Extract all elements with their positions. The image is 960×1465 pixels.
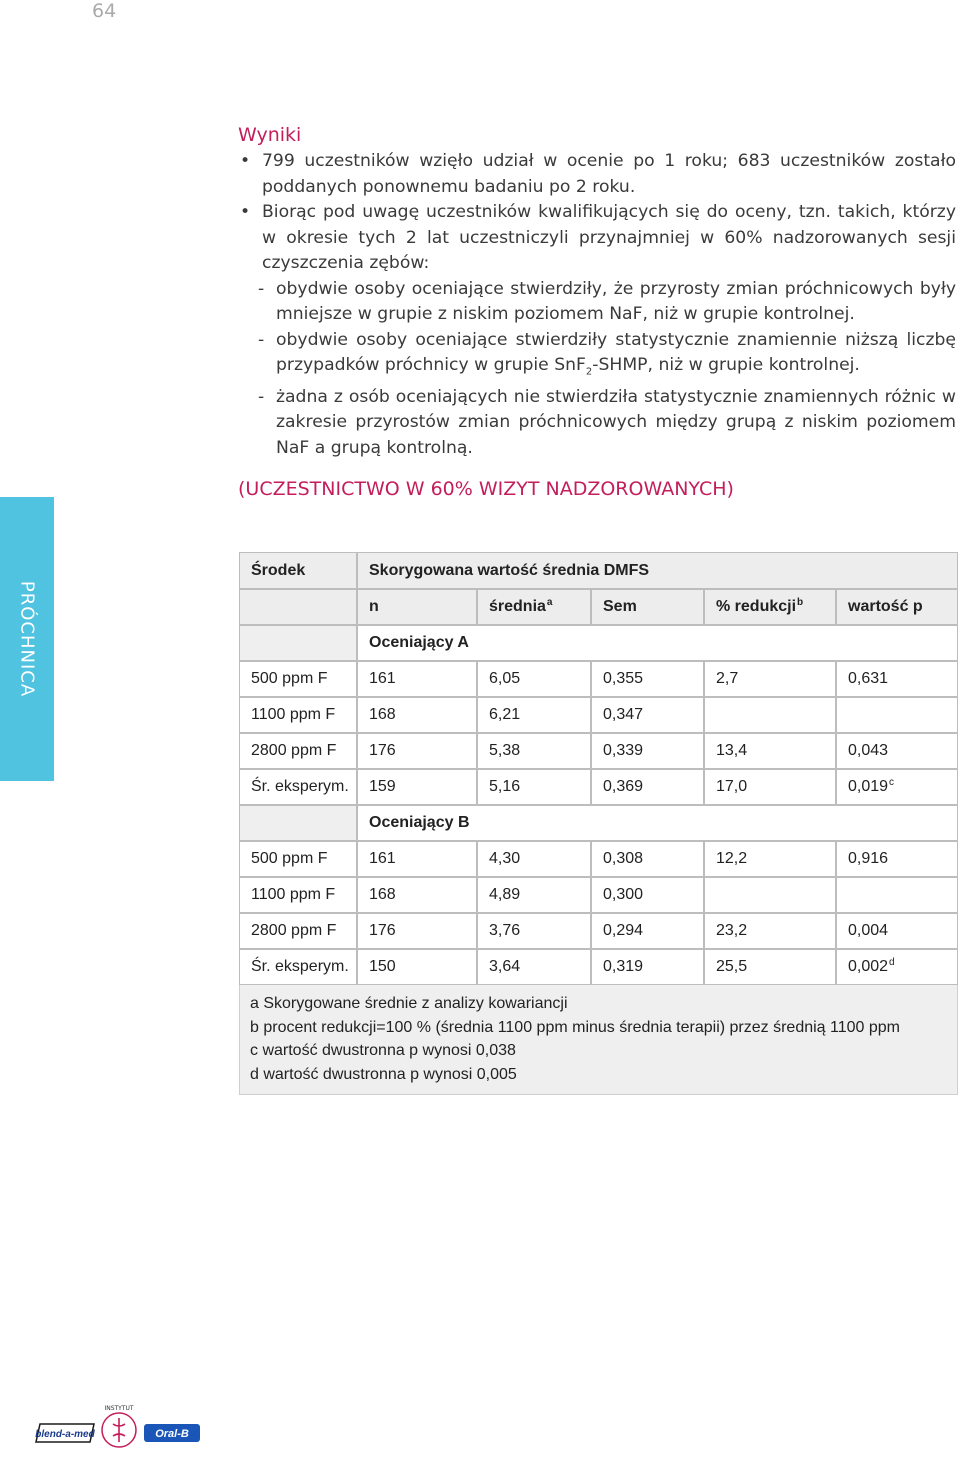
table-cell-sem <box>591 949 704 985</box>
table-cell-n <box>357 697 477 733</box>
header-main <box>357 552 958 589</box>
cell-text: 0,300 <box>603 886 644 903</box>
subheader-reduction <box>704 589 836 625</box>
subheader-sem <box>591 589 704 625</box>
cell-text: 168 <box>369 706 396 723</box>
superscript: b <box>797 596 804 608</box>
table-cell-p <box>836 697 958 733</box>
cell-text: 500 ppm F <box>251 850 328 867</box>
group-spacer <box>239 625 357 661</box>
bullet-item: • 799 uczestników wzięło udział w ocenie po 1 roku; 683 uczestników zostało poddanych ponownemu badaniu po 2 roku. <box>238 149 956 200</box>
table-cell-n <box>357 769 477 805</box>
section-title: (UCZESTNICTWO W 60% WIZYT NADZOROWANYCH) <box>238 478 734 500</box>
table-cell-n <box>357 913 477 949</box>
cell-text: 159 <box>369 778 396 795</box>
table-cell-p <box>836 733 958 769</box>
sub-item-text: żadna z osób oceniających nie stwierdziła statystycznie znamiennych różnic w zakresie przyrostów zmian próchnicowych między grupą z niskim poziomem NaF a grupą kontrolną. <box>276 386 956 458</box>
page-number: 64 <box>92 0 117 22</box>
note-line: b procent redukcji=100 % (średnia 1100 ppm minus średnia terapii) przez średnią 1100 ppm <box>250 1018 900 1036</box>
table-cell-red <box>704 913 836 949</box>
table-cell-mean <box>477 733 591 769</box>
subheader-p-label: wartość p <box>848 598 923 615</box>
group-label-a <box>357 625 958 661</box>
logo-strip <box>34 1400 204 1460</box>
cell-text: 5,38 <box>489 742 521 759</box>
superscript: a <box>546 596 553 608</box>
oral-b-logo <box>144 1424 200 1442</box>
table-cell-p <box>836 949 958 985</box>
table-cell-agent <box>239 697 357 733</box>
sub-item <box>238 328 956 385</box>
table-cell-sem <box>591 733 704 769</box>
table-cell-red <box>704 841 836 877</box>
table-cell-n <box>357 949 477 985</box>
table-cell-sem <box>591 769 704 805</box>
table-cell-red <box>704 733 836 769</box>
logo-left-text: blend-a-med <box>35 1429 95 1440</box>
cell-text: 500 ppm F <box>251 670 328 687</box>
side-tab-label: PRÓCHNICA <box>16 580 38 698</box>
subheader-mean-label: średnia <box>489 598 546 615</box>
table-cell-n <box>357 733 477 769</box>
cell-text: 25,5 <box>716 958 748 975</box>
results-heading: Wyniki <box>238 124 302 146</box>
table-cell-agent <box>239 661 357 697</box>
cell-text: 0,369 <box>603 778 644 795</box>
cell-text: 0,355 <box>603 670 644 687</box>
table-cell-red <box>704 661 836 697</box>
table-cell-p <box>836 841 958 877</box>
note-line: a Skorygowane średnie z analizy kowariancji <box>250 995 568 1012</box>
table-cell-red <box>704 949 836 985</box>
subheader-sem-label: Sem <box>603 598 637 615</box>
cell-text: 4,89 <box>489 886 521 903</box>
header-agent-label: Środek <box>251 561 306 579</box>
cell-text: 0,339 <box>603 742 644 759</box>
table-cell-mean <box>477 769 591 805</box>
cell-text: 17,0 <box>716 778 748 795</box>
cell-text: 0,631 <box>848 670 889 687</box>
cell-text: 0,004 <box>848 922 889 939</box>
cell-text: 1100 ppm F <box>251 886 336 903</box>
cell-text: 0,916 <box>848 850 889 867</box>
subheader-n-label: n <box>369 598 379 615</box>
cell-text: 150 <box>369 958 396 975</box>
table-cell-red <box>704 877 836 913</box>
group-label-b <box>357 805 958 841</box>
table-cell-sem <box>591 877 704 913</box>
subheader-n <box>357 589 477 625</box>
section-side-tab <box>0 497 54 781</box>
bullet-item: • Biorąc pod uwagę uczestników kwalifikujących się do oceny, tzn. takich, którzy w okresie tych 2 lat uczestniczyli przynajmniej w 60% nadzorowanych sesji czyszczenia zębów: <box>238 200 956 277</box>
sub-item-text: obydwie osoby oceniające stwierdziły statystycznie znamiennie niższą liczbę przypadków próchnicy w grupie SnF <box>276 329 956 375</box>
group-label-text: Oceniający A <box>369 634 469 651</box>
cell-text: 2,7 <box>716 670 739 687</box>
table-cell-red <box>704 769 836 805</box>
cell-text: 3,76 <box>489 922 521 939</box>
sub-item-text: -SHMP, niż w grupie kontrolnej. <box>592 355 860 375</box>
cell-text: 176 <box>369 742 396 759</box>
dash-marker: - <box>258 386 265 407</box>
table-cell-n <box>357 661 477 697</box>
cell-text: Śr. eksperym. <box>251 958 349 975</box>
cell-text: 0,308 <box>603 850 644 867</box>
table-cell-mean <box>477 877 591 913</box>
table-cell-p <box>836 769 958 805</box>
table-cell-agent <box>239 949 357 985</box>
seal-text: INSTYTUT <box>104 1405 134 1412</box>
cell-text: 0,347 <box>603 706 644 723</box>
blend-a-med-logo <box>35 1424 95 1442</box>
cell-text: 0,294 <box>603 922 644 939</box>
cell-text: 1100 ppm F <box>251 706 336 723</box>
table-cell-agent <box>239 877 357 913</box>
results-section <box>238 124 956 461</box>
group-spacer <box>239 805 357 841</box>
cell-text: 2800 ppm F <box>251 922 337 939</box>
header-agent <box>239 552 357 589</box>
table-cell-n <box>357 841 477 877</box>
cell-text: 0,319 <box>603 958 644 975</box>
table-cell-p <box>836 913 958 949</box>
table-cell-agent <box>239 841 357 877</box>
cell-text: Śr. eksperym. <box>251 778 349 795</box>
sub-item-text: obydwie osoby oceniające stwierdziły, że przyrosty zmian próchnicowych były mniejsze w grupie z niskim poziomem NaF, niż w grupie kontrolnej. <box>276 278 956 324</box>
subheader-p <box>836 589 958 625</box>
cell-text: 23,2 <box>716 922 748 939</box>
sub-item <box>238 277 956 328</box>
cell-text: 5,16 <box>489 778 521 795</box>
cell-text: 168 <box>369 886 396 903</box>
cell-text: 161 <box>369 670 396 687</box>
dash-marker: - <box>258 329 265 350</box>
table-cell-n <box>357 877 477 913</box>
table-cell-mean <box>477 697 591 733</box>
cell-text: 176 <box>369 922 396 939</box>
table-cell-mean <box>477 949 591 985</box>
table-cell-mean <box>477 913 591 949</box>
group-label-text: Oceniający B <box>369 814 470 831</box>
cell-text: 0,019 <box>848 778 889 795</box>
table-cell-sem <box>591 697 704 733</box>
subheader-reduction-label: % redukcji <box>716 598 797 615</box>
sub-item <box>238 385 956 462</box>
cell-text: 6,21 <box>489 706 521 723</box>
subheader-mean <box>477 589 591 625</box>
cell-text: 3,64 <box>489 958 521 975</box>
cell-text: 6,05 <box>489 670 521 687</box>
table-cell-p <box>836 661 958 697</box>
cell-text: 12,2 <box>716 850 748 867</box>
institute-seal-icon <box>102 1405 136 1447</box>
logos <box>34 1400 204 1460</box>
note-line: c wartość dwustronna p wynosi 0,038 <box>250 1042 516 1059</box>
table-cell-sem <box>591 661 704 697</box>
table-cell-p <box>836 877 958 913</box>
cell-text: 0,002 <box>848 958 889 975</box>
subscript: 2 <box>585 366 593 378</box>
dash-marker: - <box>258 278 265 299</box>
logo-right-text: Oral-B <box>155 1428 189 1440</box>
header-main-label: Skorygowana wartość średnia DMFS <box>369 561 650 579</box>
note-line: d wartość dwustronna p wynosi 0,005 <box>250 1065 517 1083</box>
cell-text: 13,4 <box>716 742 748 759</box>
table-cell-mean <box>477 841 591 877</box>
header-agent-blank <box>239 589 357 625</box>
table-cell-agent <box>239 733 357 769</box>
table-cell-agent <box>239 913 357 949</box>
table-cell-sem <box>591 913 704 949</box>
table-notes <box>250 992 900 1086</box>
table-cell-agent <box>239 769 357 805</box>
table-cell-sem <box>591 841 704 877</box>
table-cell-red <box>704 697 836 733</box>
table-cell-mean <box>477 661 591 697</box>
superscript: d <box>889 956 895 968</box>
cell-text: 0,043 <box>848 742 889 759</box>
cell-text: 2800 ppm F <box>251 742 337 759</box>
superscript: c <box>889 776 895 788</box>
cell-text: 4,30 <box>489 850 521 867</box>
cell-text: 161 <box>369 850 396 867</box>
